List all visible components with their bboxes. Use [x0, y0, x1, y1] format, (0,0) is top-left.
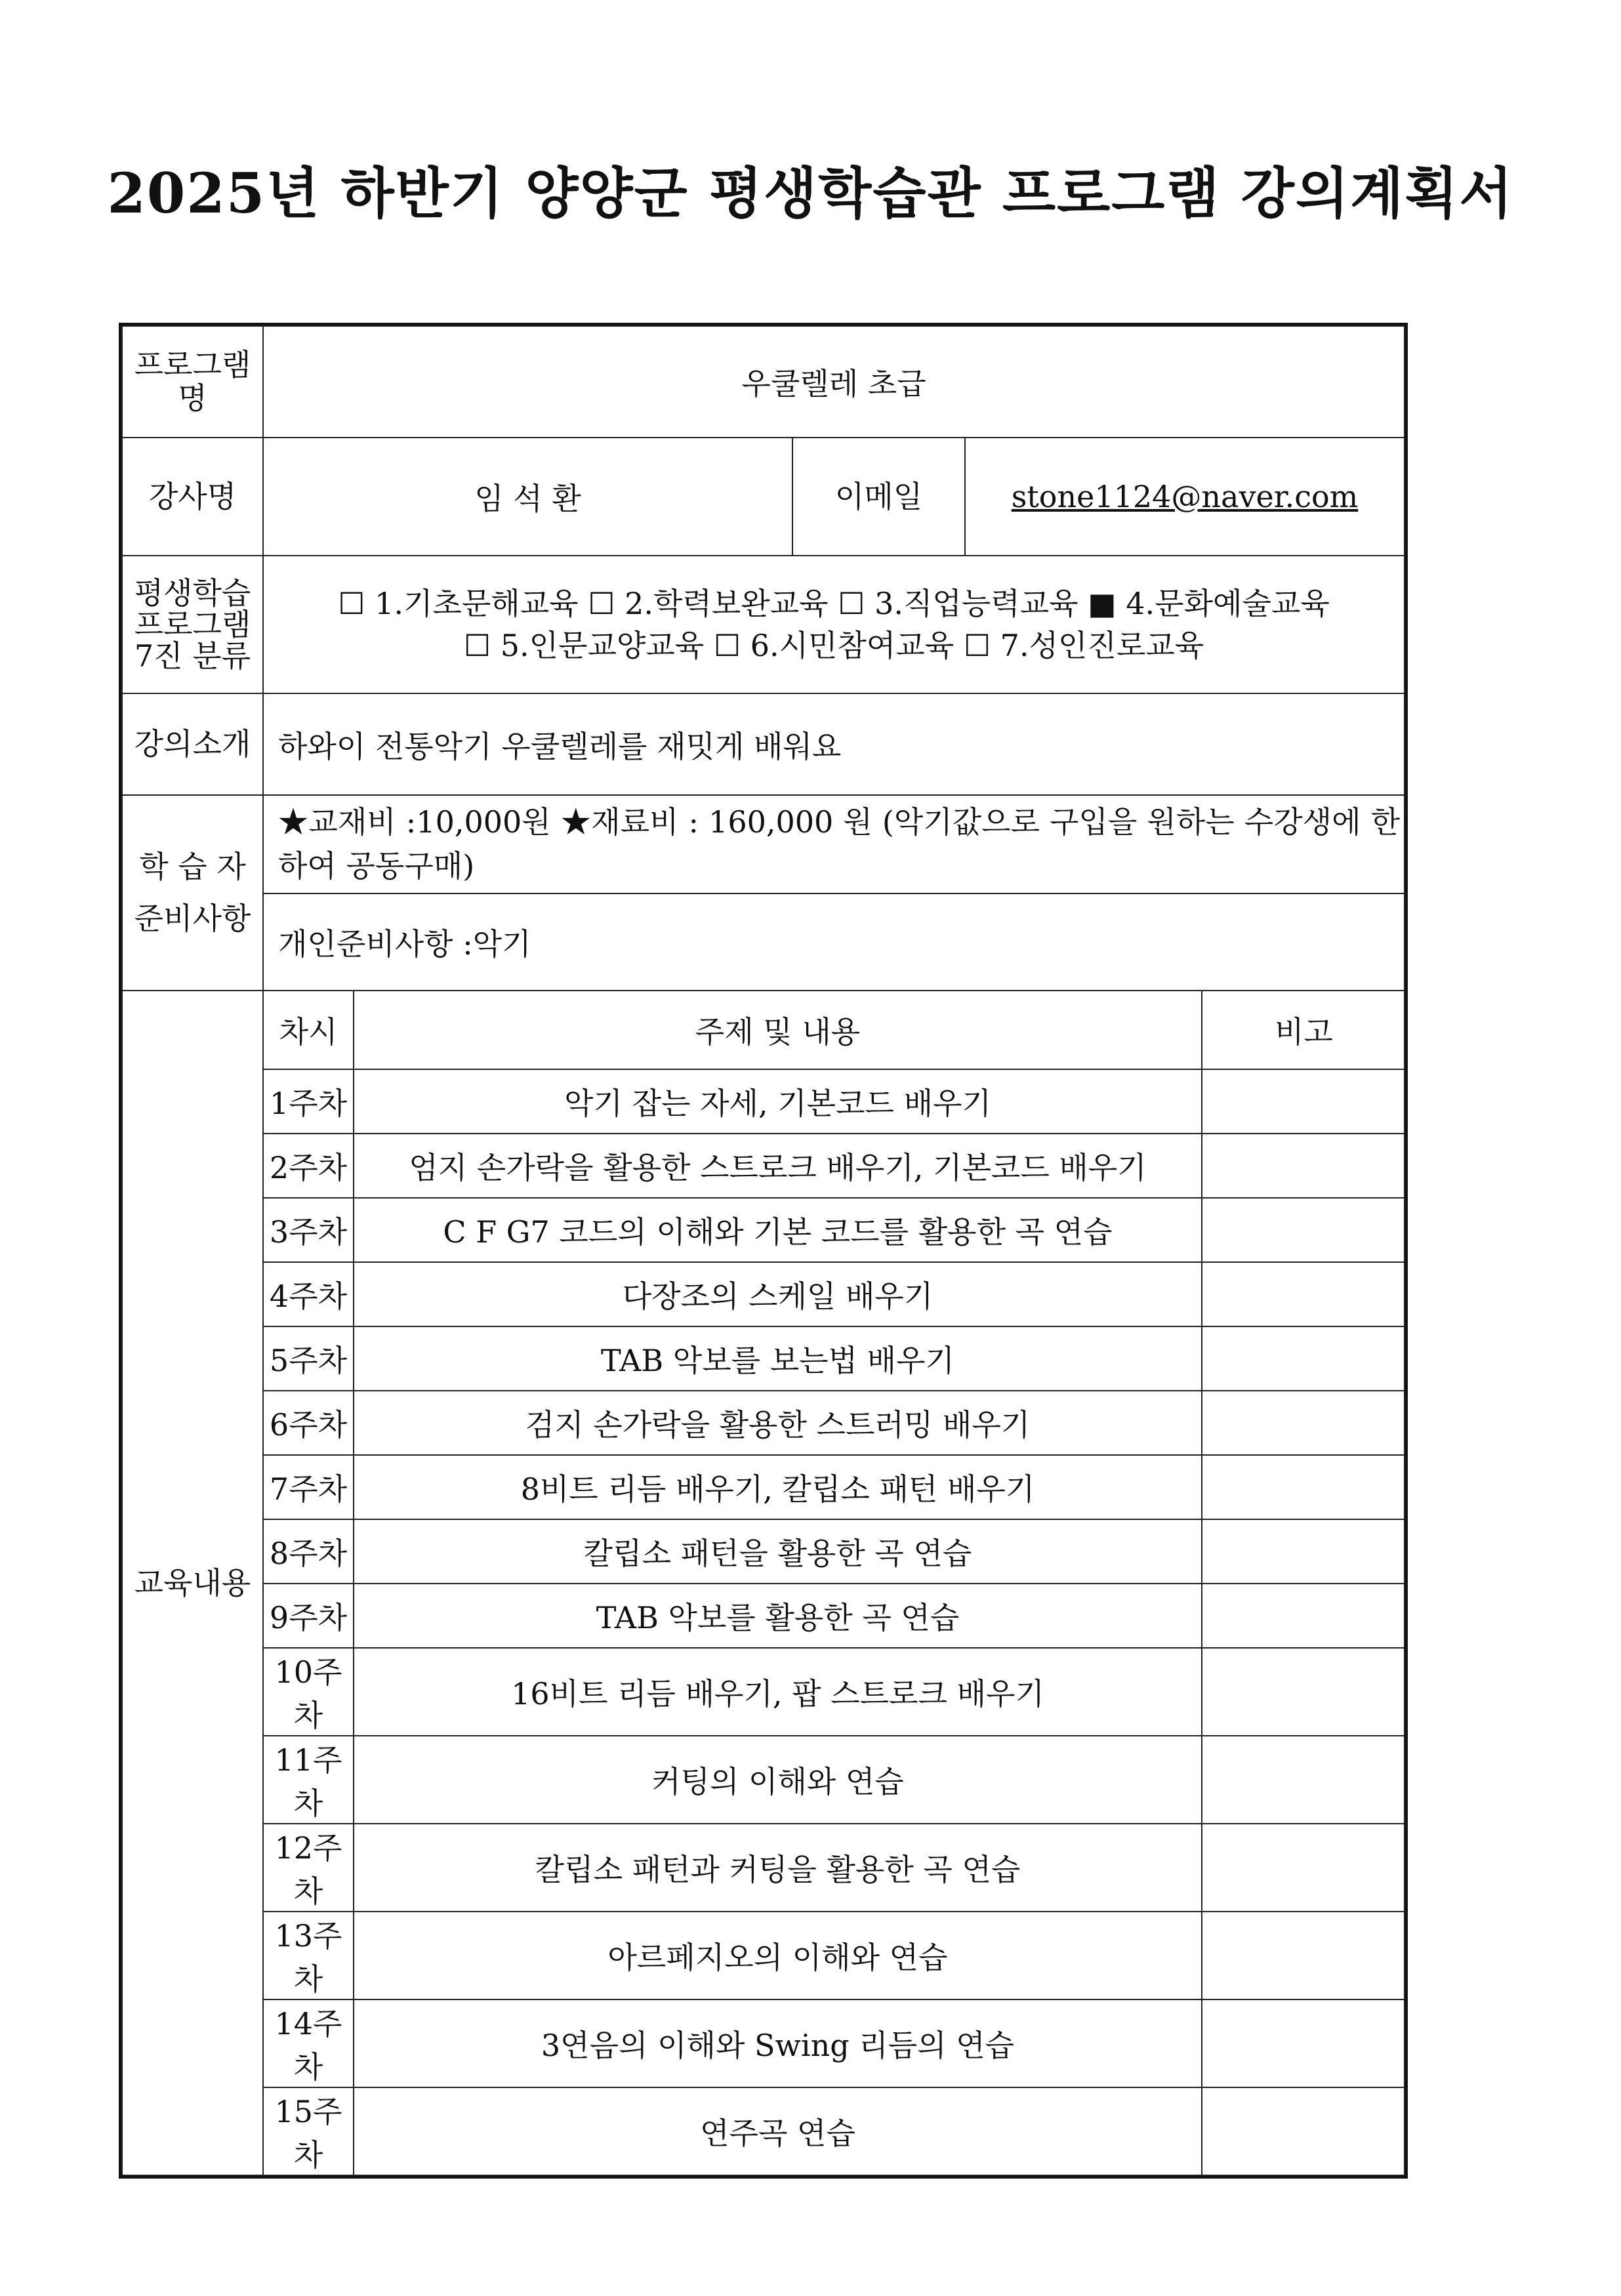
- intro-label: 강의소개: [122, 693, 263, 795]
- note-cell: [1202, 1824, 1405, 1912]
- curriculum-row: [264, 1262, 1405, 1326]
- page-title: 2025년 하반기 양양군 평생학습관 프로그램 강의계획서: [107, 161, 1514, 226]
- topic-cell: 칼립소 패턴과 커팅을 활용한 곡 연습: [354, 1824, 1202, 1912]
- session-cell: 7주차: [264, 1455, 354, 1519]
- curriculum-row: [264, 1069, 1405, 1134]
- curriculum-row: [264, 1912, 1405, 1999]
- category-options-line2: ☐ 5.인문교양교육 ☐ 6.시민참여교육 ☐ 7.성인진로교육: [463, 628, 1204, 663]
- session-cell: 10주차: [264, 1648, 354, 1736]
- note-cell: [1202, 1326, 1405, 1391]
- topic-cell: 8비트 리듬 배우기, 칼립소 패턴 배우기: [354, 1455, 1202, 1519]
- note-cell: [1202, 1262, 1405, 1326]
- curriculum-row: [264, 1198, 1405, 1262]
- session-header: 차시: [264, 991, 354, 1069]
- curriculum-row: [264, 1326, 1405, 1391]
- topic-cell: TAB 악보를 보는법 배우기: [354, 1326, 1202, 1391]
- topic-cell: 16비트 리듬 배우기, 팝 스트로크 배우기: [354, 1648, 1202, 1736]
- session-cell: 15주차: [264, 2087, 354, 2175]
- session-cell: 3주차: [264, 1198, 354, 1262]
- session-cell: 12주차: [264, 1824, 354, 1912]
- email-link[interactable]: stone1124@naver.com: [965, 438, 1405, 556]
- session-cell: 14주차: [264, 1999, 354, 2087]
- category-label: [122, 556, 263, 693]
- session-cell: 8주차: [264, 1519, 354, 1584]
- category-label-line2: 프로그램: [134, 606, 251, 642]
- intro-value: 하와이 전통악기 우쿨렐레를 재밋게 배워요: [263, 693, 1405, 795]
- curriculum-row: [264, 1584, 1405, 1648]
- program-name-label: 프로그램명: [122, 326, 263, 438]
- topic-cell: 3연음의 이해와 Swing 리듬의 연습: [354, 1999, 1202, 2087]
- curriculum-row: [264, 1736, 1405, 1824]
- note-cell: [1202, 2087, 1405, 2175]
- note-cell: [1202, 1455, 1405, 1519]
- curriculum-label: 교육내용: [122, 991, 263, 2175]
- curriculum-row: [264, 1824, 1405, 1912]
- instructor-label: 강사명: [122, 438, 263, 556]
- note-cell: [1202, 1912, 1405, 1999]
- category-options-line1: ☐ 1.기초문해교육 ☐ 2.학력보완교육 ☐ 3.직업능력교육 ■ 4.문화예술교육: [338, 585, 1330, 621]
- prep-materials: ★교재비 :10,000원 ★재료비 : 160,000 원 (악기값으로 구입을 원하는 수강생에 한하여 공동구매): [263, 795, 1405, 893]
- note-cell: [1202, 1134, 1405, 1198]
- curriculum-row: [264, 1134, 1405, 1198]
- note-header: 비고: [1202, 991, 1405, 1069]
- topic-cell: 연주곡 연습: [354, 2087, 1202, 2175]
- prep-label-line1: 학 습 자: [139, 849, 246, 885]
- lecture-plan-form: [121, 325, 1405, 2176]
- curriculum-header-row: [264, 991, 1405, 1069]
- prep-label-line2: 준비사항: [134, 901, 251, 936]
- topic-cell: 검지 손가락을 활용한 스트러밍 배우기: [354, 1391, 1202, 1455]
- topic-cell: 커팅의 이해와 연습: [354, 1736, 1202, 1824]
- session-cell: 1주차: [264, 1069, 354, 1134]
- session-cell: 13주차: [264, 1912, 354, 1999]
- curriculum-row: [264, 1455, 1405, 1519]
- curriculum-table: [264, 991, 1405, 2175]
- note-cell: [1202, 1069, 1405, 1134]
- email-label: 이메일: [792, 438, 965, 556]
- session-cell: 2주차: [264, 1134, 354, 1198]
- category-options: [263, 556, 1405, 693]
- category-label-line3: 7진 분류: [134, 638, 251, 674]
- curriculum-cell: [263, 991, 1405, 2175]
- topic-cell: 아르페지오의 이해와 연습: [354, 1912, 1202, 1999]
- note-cell: [1202, 1999, 1405, 2087]
- instructor-name: 임 석 환: [263, 438, 792, 556]
- curriculum-row: [264, 1391, 1405, 1455]
- note-cell: [1202, 1584, 1405, 1648]
- session-cell: 9주차: [264, 1584, 354, 1648]
- note-cell: [1202, 1391, 1405, 1455]
- prep-personal: 개인준비사항 :악기: [263, 893, 1405, 991]
- note-cell: [1202, 1648, 1405, 1736]
- topic-cell: 다장조의 스케일 배우기: [354, 1262, 1202, 1326]
- curriculum-row: [264, 1999, 1405, 2087]
- curriculum-row: [264, 2087, 1405, 2175]
- topic-cell: 악기 잡는 자세, 기본코드 배우기: [354, 1069, 1202, 1134]
- category-label-line1: 평생학습: [134, 575, 251, 611]
- topic-cell: 칼립소 패턴을 활용한 곡 연습: [354, 1519, 1202, 1584]
- session-cell: 11주차: [264, 1736, 354, 1824]
- session-cell: 6주차: [264, 1391, 354, 1455]
- topic-cell: TAB 악보를 활용한 곡 연습: [354, 1584, 1202, 1648]
- topic-header: 주제 및 내용: [354, 991, 1202, 1069]
- topic-cell: C F G7 코드의 이해와 기본 코드를 활용한 곡 연습: [354, 1198, 1202, 1262]
- note-cell: [1202, 1519, 1405, 1584]
- program-name-value: 우쿨렐레 초급: [263, 326, 1405, 438]
- prep-label: [122, 795, 263, 991]
- session-cell: 4주차: [264, 1262, 354, 1326]
- session-cell: 5주차: [264, 1326, 354, 1391]
- curriculum-row: [264, 1519, 1405, 1584]
- note-cell: [1202, 1736, 1405, 1824]
- topic-cell: 엄지 손가락을 활용한 스트로크 배우기, 기본코드 배우기: [354, 1134, 1202, 1198]
- curriculum-row: [264, 1648, 1405, 1736]
- note-cell: [1202, 1198, 1405, 1262]
